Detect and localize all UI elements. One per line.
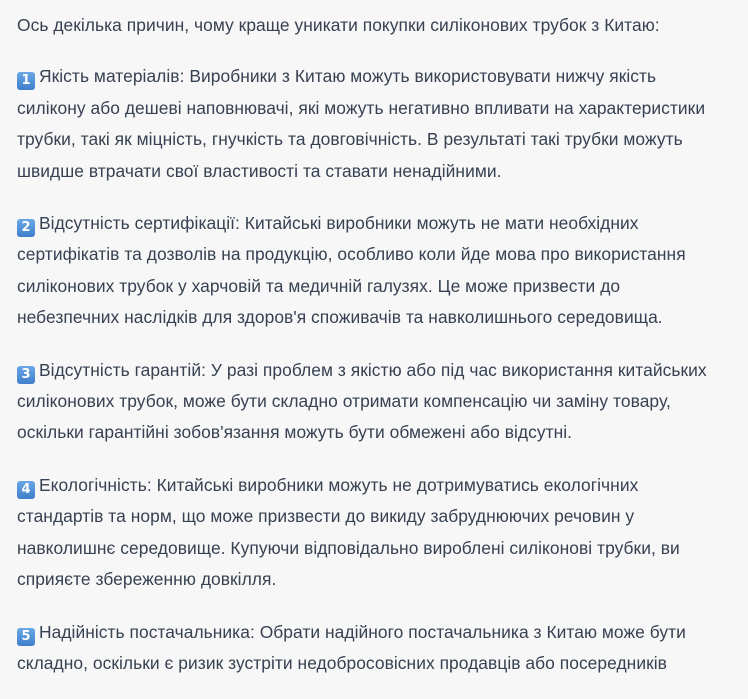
reason-line: сприяєте збереженню довкілля. bbox=[17, 569, 277, 590]
reason-line: навколишнє середовище. Купуючи відповідально вироблені силіконові трубки, ви bbox=[17, 537, 680, 558]
keycap-number-icon: 1 bbox=[17, 72, 35, 90]
reason-line bbox=[17, 617, 748, 648]
reason-line: силіконових трубок у харчовій та медичній галузях. Це може призвести до bbox=[17, 275, 621, 296]
reason-item-5 bbox=[17, 617, 748, 680]
reason-line bbox=[17, 61, 748, 92]
reason-text: Відсутність сертифікації: Китайські виробники можуть не мати необхідних bbox=[39, 213, 639, 234]
reason-line: трубки, такі як міцність, гнучкість та довговічність. В результаті такі трубки можуть bbox=[17, 129, 683, 150]
keycap-number-icon: 5 bbox=[17, 628, 35, 646]
reason-text: Екологічність: Китайські виробники можуть не дотримуватись екологічних bbox=[39, 474, 639, 495]
reason-line: складно, оскільки є ризик зустріти недобросовісних продавців або посередників bbox=[17, 652, 667, 673]
reason-line: швидше втрачати свої властивості та ставати ненадійними. bbox=[17, 160, 502, 181]
reason-line bbox=[17, 355, 748, 386]
reason-line: небезпечних наслідків для здоров'я споживачів та навколишнього середовища. bbox=[17, 307, 663, 328]
reason-line: силіконових трубок, може бути складно отримати компенсацію чи заміну товару, bbox=[17, 391, 671, 412]
keycap-number-icon: 4 bbox=[17, 481, 35, 499]
intro-paragraph: Ось декілька причин, чому краще уникати покупки силіконових трубок з Китаю: bbox=[17, 15, 660, 35]
reason-text: Відсутність гарантій: У разі проблем з якістю або під час використання китайських bbox=[39, 359, 707, 380]
reason-line: сертифікатів та дозволів на продукцію, особливо коли йде мова про використання bbox=[17, 244, 686, 265]
reason-item-2 bbox=[17, 208, 748, 334]
reason-line: силікону або дешеві наповнювачі, які можуть негативно впливати на характеристики bbox=[17, 97, 706, 118]
reason-text: Надійність постачальника: Обрати надійного постачальника з Китаю може бути bbox=[39, 621, 686, 642]
reason-line: стандартів та норм, що може призвести до викиду забруднюючих речовин у bbox=[17, 506, 635, 527]
reason-line: оскільки гарантійні зобов'язання можуть бути обмежені або відсутні. bbox=[17, 422, 573, 443]
reason-item-3 bbox=[17, 355, 748, 449]
reason-item-1 bbox=[17, 61, 748, 187]
keycap-number-icon: 2 bbox=[17, 219, 35, 237]
reason-item-4 bbox=[17, 470, 748, 596]
reason-line bbox=[17, 470, 748, 501]
reason-text: Якість матеріалів: Виробники з Китаю можуть використовувати нижчу якість bbox=[39, 66, 657, 87]
reason-line bbox=[17, 208, 748, 239]
keycap-number-icon: 3 bbox=[17, 366, 35, 384]
